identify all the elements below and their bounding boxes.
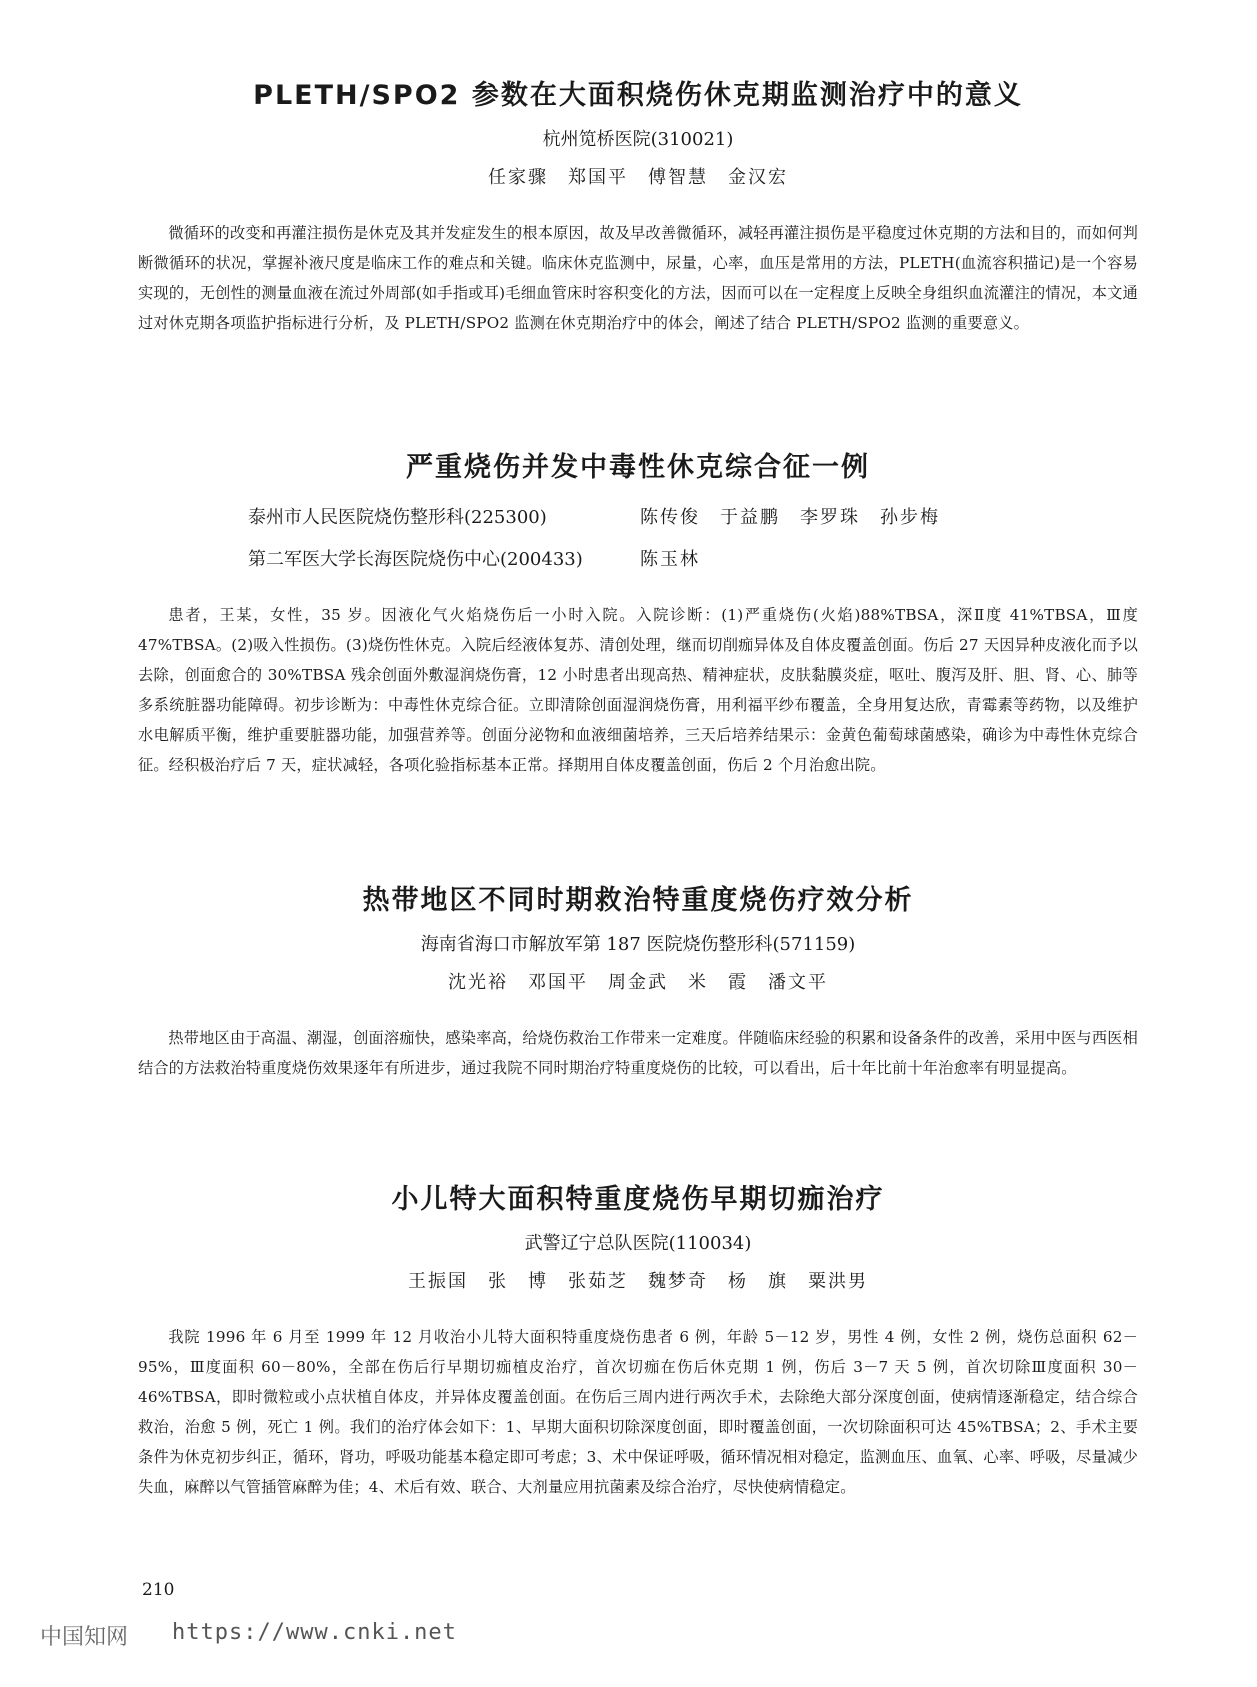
article-body: 我院 1996 年 6 月至 1999 年 12 月收治小儿特大面积特重度烧伤患者 6 例，年龄 5－12 岁，男性 4 例，女性 2 例，烧伤总面积 62－95%，Ⅲ度面积 60－80%，全部在伤后行早期切痂植皮治疗，首次切痂在伤后休克期 1 例，伤后 3－7 天 5 例，首次切除Ⅲ度面积 30－46%TBSA，即时微粒或小点状植自体皮，并异体皮覆盖创面。在伤后三周内进行两次手术，去除绝大部分深度创面，使病情逐渐稳定，结合综合救治，治愈 5 例，死亡 1 例。我们的治疗体会如下：1、早期大面积切除深度创面，即时覆盖创面，一次切除面积可达 45%TBSA；2、手术主要条件为休克初步纠正，循环，肾功，呼吸功能基本稳定即可考虑；3、术中保证呼吸，循环情况相对稳定，监测血压、血氧、心率、呼吸，尽量减少失血，麻醉以气管插管麻醉为佳；4、术后有效、联合、大剂量应用抗菌素及综合治疗，尽快使病情稳定。 [138,1328,1138,1496]
affiliation-row [138,548,1138,572]
article-authors: 沈光裕 邓国平 周金武 米 霞 潘文平 [448,972,828,993]
article-pleth [138,78,1138,353]
article-title: 热带地区不同时期救治特重度烧伤疗效分析 [362,885,914,916]
article-body: 微循环的改变和再灌注损伤是休克及其并发症发生的根本原因，故及早改善微循环，减轻再灌注损伤是平稳度过休克期的方法和目的，而如何判断微循环的状况，掌握补液尺度是临床工作的难点和关键。临床休克监测中，尿量，心率，血压是常用的方法，PLETH(血流容积描记)是一个容易实现的，无创性的测量血液在流过外周部(如手指或耳)毛细血管床时容积变化的方法，因而可以在一定程度上反映全身组织血流灌注的情况，本文通过对休克期各项监护指标进行分析，及 PLETH/SPO2 监测在休克期治疗中的体会，阐述了结合 PLETH/SPO2 监测的重要意义。 [138,224,1138,332]
article-authors: 王振国 张 博 张茹芝 魏梦奇 杨 旗 粟洪男 [408,1271,868,1292]
article-tropical [138,883,1138,1098]
cnki-brand: 中国知网 [40,1625,129,1650]
article-body: 热带地区由于高温、潮湿，创面溶痂快，感染率高，给烧伤救治工作带来一定难度。伴随临床经验的积累和设备条件的改善，采用中医与西医相结合的方法救治特重度烧伤效果逐年有所进步，通过我院不同时期治疗特重度烧伤的比较，可以看出，后十年比前十年治愈率有明显提高。 [138,1029,1138,1077]
authors: 陈传俊 于益鹏 李罗珠 孙步梅 [640,507,940,528]
footer-watermark [40,1620,457,1651]
article-pediatric [138,1182,1138,1517]
authors: 陈玉林 [640,549,700,570]
article-title: PLETH/SPO2 参数在大面积烧伤休克期监测治疗中的意义 [253,80,1023,111]
affiliation-row [138,506,1138,530]
article-toxic-shock [138,450,1138,795]
article-affiliation: 海南省海口市解放军第 187 医院烧伤整形科(571159) [420,934,856,955]
article-title: 小儿特大面积特重度烧伤早期切痂治疗 [391,1184,885,1215]
institution: 第二军医大学长海医院烧伤中心(200433) [248,549,583,570]
article-affiliation: 杭州笕桥医院(310021) [542,129,734,150]
article-affiliation: 武警辽宁总队医院(110034) [524,1233,752,1254]
article-authors: 任家骤 郑国平 傅智慧 金汉宏 [488,167,788,188]
article-title: 严重烧伤并发中毒性休克综合征一例 [406,452,870,483]
institution: 泰州市人民医院烧伤整形科(225300) [248,507,547,528]
article-body: 患者，王某，女性，35 岁。因液化气火焰烧伤后一小时入院。入院诊断：(1)严重烧伤(火焰)88%TBSA，深Ⅱ度 41%TBSA，Ⅲ度 47%TBSA。(2)吸入性损伤。(3)烧伤性休克。入院后经液体复苏、清创处理，继而切削痂异体及自体皮覆盖创面。伤后 27 天因异种皮液化而予以去除，创面愈合的 30%TBSA 残余创面外敷湿润烧伤膏，12 小时患者出现高热、精神症状，皮肤黏膜炎症，呕吐、腹泻及肝、胆、肾、心、肺等多系统脏器功能障碍。初步诊断为：中毒性休克综合征。立即清除创面湿润烧伤膏，用利福平纱布覆盖，全身用复达欣，青霉素等药物，以及维护水电解质平衡，维护重要脏器功能，加强营养等。创面分泌物和血液细菌培养，三天后培养结果示：金黄色葡萄球菌感染，确诊为中毒性休克综合征。经积极治疗后 7 天，症状减轻，各项化验指标基本正常。择期用自体皮覆盖创面，伤后 2 个月治愈出院。 [138,606,1138,774]
cnki-url[interactable]: https://www.cnki.net [172,1620,457,1645]
page-number: 210 [142,1580,175,1600]
